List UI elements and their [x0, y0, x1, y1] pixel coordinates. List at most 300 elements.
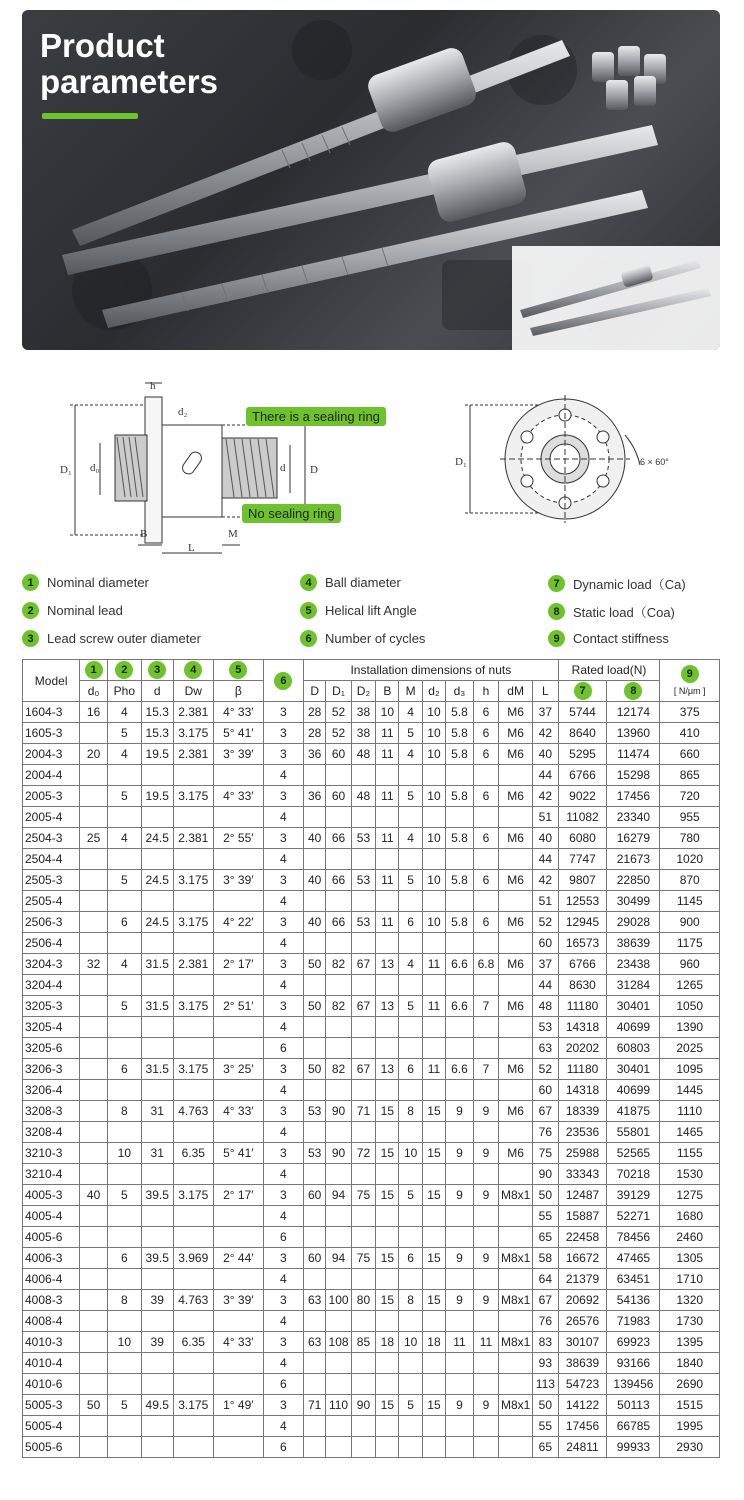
table-cell: 33343: [558, 1164, 607, 1185]
table-cell: 3206-3: [23, 1059, 80, 1080]
table-row: [23, 786, 720, 807]
table-cell: [499, 1437, 533, 1458]
col-num-9: 9: [681, 665, 699, 683]
table-cell: 5005-6: [23, 1437, 80, 1458]
table-row: [23, 1185, 720, 1206]
table-cell: 28: [304, 723, 326, 744]
table-cell: 15: [422, 1143, 445, 1164]
table-cell: 47465: [607, 1248, 660, 1269]
table-cell: 2.381: [173, 702, 213, 723]
table-cell: 72: [351, 1143, 375, 1164]
table-cell: 9: [473, 1101, 498, 1122]
table-cell: [213, 1353, 263, 1374]
table-cell: 38639: [607, 933, 660, 954]
table-cell: 36: [304, 744, 326, 765]
table-cell: [473, 1164, 498, 1185]
table-cell: [422, 765, 445, 786]
table-cell: 60: [326, 744, 351, 765]
table-cell: 29028: [607, 912, 660, 933]
table-cell: 8: [107, 1101, 141, 1122]
subheader: M: [399, 681, 422, 702]
table-cell: 2° 44′: [213, 1248, 263, 1269]
table-cell: 90: [326, 1143, 351, 1164]
legend-item-1: [22, 574, 149, 591]
table-cell: 1605-3: [23, 723, 80, 744]
svg-text:d₂: d₂: [178, 406, 188, 418]
table-cell: 3.969: [173, 1248, 213, 1269]
table-cell: 2° 17′: [213, 1185, 263, 1206]
table-cell: [422, 1311, 445, 1332]
table-cell: 14122: [558, 1395, 607, 1416]
table-cell: 66: [326, 912, 351, 933]
table-cell: [446, 765, 474, 786]
table-cell: 82: [326, 996, 351, 1017]
table-cell: 11: [473, 1332, 498, 1353]
table-cell: 3: [263, 1395, 303, 1416]
table-cell: 8: [399, 1290, 422, 1311]
table-cell: 52: [326, 723, 351, 744]
table-cell: [351, 1311, 375, 1332]
table-row: [23, 1059, 720, 1080]
table-cell: 24.5: [141, 870, 173, 891]
table-row: [23, 1416, 720, 1437]
table-cell: 28: [304, 702, 326, 723]
subheader: D₁: [326, 681, 351, 702]
table-cell: 1604-3: [23, 702, 80, 723]
table-row: [23, 1332, 720, 1353]
table-cell: [80, 1038, 108, 1059]
table-cell: 5° 41′: [213, 723, 263, 744]
product-banner: [22, 10, 720, 350]
subheader: B: [376, 681, 399, 702]
table-cell: [422, 807, 445, 828]
table-cell: [107, 807, 141, 828]
table-cell: [173, 1017, 213, 1038]
table-cell: [473, 891, 498, 912]
table-cell: 7747: [558, 849, 607, 870]
table-cell: 15: [376, 1248, 399, 1269]
table-cell: 48: [351, 744, 375, 765]
table-row: [23, 1143, 720, 1164]
table-cell: 30499: [607, 891, 660, 912]
table-cell: 63: [304, 1290, 326, 1311]
table-cell: 3210-4: [23, 1164, 80, 1185]
table-cell: 5005-4: [23, 1416, 80, 1437]
table-cell: [326, 1353, 351, 1374]
table-cell: [473, 1038, 498, 1059]
table-cell: 80: [351, 1290, 375, 1311]
table-cell: 2005-4: [23, 807, 80, 828]
table-cell: [473, 1374, 498, 1395]
table-cell: [304, 1122, 326, 1143]
table-cell: 11180: [558, 1059, 607, 1080]
table-cell: 10: [399, 1143, 422, 1164]
table-cell: 4: [263, 975, 303, 996]
table-cell: 21379: [558, 1269, 607, 1290]
table-cell: 53: [533, 1017, 559, 1038]
table-cell: [173, 1353, 213, 1374]
table-cell: [351, 1164, 375, 1185]
table-cell: 6766: [558, 765, 607, 786]
table-cell: [446, 933, 474, 954]
table-cell: 38: [351, 723, 375, 744]
table-cell: [173, 975, 213, 996]
table-cell: [499, 1038, 533, 1059]
table-cell: 10: [422, 723, 445, 744]
table-cell: 30107: [558, 1332, 607, 1353]
table-cell: 3204-3: [23, 954, 80, 975]
legend-label: Lead screw outer diameter: [47, 631, 201, 646]
table-row: [23, 1227, 720, 1248]
table-cell: [304, 891, 326, 912]
table-cell: [351, 1038, 375, 1059]
table-cell: 2506-4: [23, 933, 80, 954]
table-row: [23, 828, 720, 849]
table-cell: 1515: [660, 1395, 720, 1416]
table-cell: [499, 1206, 533, 1227]
table-cell: 66: [326, 870, 351, 891]
table-cell: [399, 807, 422, 828]
table-row: [23, 1101, 720, 1122]
table-cell: 36: [304, 786, 326, 807]
subheader: h: [473, 681, 498, 702]
table-cell: [351, 1374, 375, 1395]
table-cell: [141, 807, 173, 828]
table-cell: 660: [660, 744, 720, 765]
table-cell: [351, 765, 375, 786]
col-num-1: 1: [85, 661, 103, 679]
table-cell: 3.175: [173, 786, 213, 807]
table-cell: [499, 1122, 533, 1143]
legend-number: 2: [22, 602, 39, 619]
table-cell: [376, 765, 399, 786]
table-cell: 1050: [660, 996, 720, 1017]
table-cell: 39129: [607, 1185, 660, 1206]
legend-label: Contact stiffness: [573, 631, 669, 646]
table-cell: 5.8: [446, 723, 474, 744]
table-cell: 3° 39′: [213, 744, 263, 765]
table-cell: 52: [326, 702, 351, 723]
table-cell: 780: [660, 828, 720, 849]
table-cell: 1275: [660, 1185, 720, 1206]
table-cell: [304, 1353, 326, 1374]
table-cell: 4: [399, 744, 422, 765]
table-cell: 75: [533, 1143, 559, 1164]
table-cell: 4: [107, 954, 141, 975]
install-dims-header: Installation dimensions of nuts: [304, 660, 559, 681]
svg-text:h: h: [150, 380, 156, 392]
table-cell: [499, 1311, 533, 1332]
table-cell: [304, 1038, 326, 1059]
table-cell: 11: [376, 912, 399, 933]
table-cell: 3: [263, 1059, 303, 1080]
table-cell: 19.5: [141, 744, 173, 765]
table-cell: [326, 1017, 351, 1038]
table-cell: [399, 1374, 422, 1395]
table-cell: 25: [80, 828, 108, 849]
table-cell: 6.35: [173, 1332, 213, 1353]
table-cell: 5.8: [446, 786, 474, 807]
table-cell: [80, 807, 108, 828]
table-cell: 25988: [558, 1143, 607, 1164]
table-cell: [304, 1206, 326, 1227]
table-cell: [446, 975, 474, 996]
table-cell: 2005-3: [23, 786, 80, 807]
table-row: [23, 1311, 720, 1332]
table-cell: 3.175: [173, 1185, 213, 1206]
table-cell: 1305: [660, 1248, 720, 1269]
table-cell: [376, 1311, 399, 1332]
table-cell: 24.5: [141, 828, 173, 849]
table-cell: 865: [660, 765, 720, 786]
table-cell: 55801: [607, 1122, 660, 1143]
table-cell: 1840: [660, 1353, 720, 1374]
table-cell: 1175: [660, 933, 720, 954]
table-cell: [80, 1269, 108, 1290]
table-cell: 7: [473, 1059, 498, 1080]
table-cell: 90: [533, 1164, 559, 1185]
table-cell: 40699: [607, 1017, 660, 1038]
table-cell: [473, 765, 498, 786]
table-cell: 12174: [607, 702, 660, 723]
table-cell: M6: [499, 870, 533, 891]
table-cell: [213, 1206, 263, 1227]
table-cell: [399, 765, 422, 786]
table-cell: 18: [422, 1332, 445, 1353]
legend-item-7: [548, 574, 686, 593]
table-cell: [173, 1227, 213, 1248]
table-cell: 5: [399, 996, 422, 1017]
table-cell: [80, 1227, 108, 1248]
table-cell: 15.3: [141, 723, 173, 744]
table-cell: [499, 975, 533, 996]
table-cell: [80, 1437, 108, 1458]
table-cell: [499, 1416, 533, 1437]
table-cell: 60: [304, 1248, 326, 1269]
table-cell: [326, 1164, 351, 1185]
table-cell: [376, 1269, 399, 1290]
table-cell: 39: [141, 1332, 173, 1353]
table-cell: [173, 1416, 213, 1437]
table-cell: 108: [326, 1332, 351, 1353]
table-cell: 6: [399, 912, 422, 933]
table-cell: [304, 1437, 326, 1458]
table-cell: [376, 849, 399, 870]
table-cell: 11: [376, 828, 399, 849]
legend-number: 7: [548, 575, 565, 592]
table-cell: 1095: [660, 1059, 720, 1080]
table-cell: [446, 1038, 474, 1059]
table-cell: [80, 1416, 108, 1437]
table-cell: [422, 1164, 445, 1185]
banner-title: Product parameters: [40, 27, 218, 100]
table-cell: M6: [499, 723, 533, 744]
table-cell: [107, 933, 141, 954]
table-cell: 37: [533, 702, 559, 723]
table-cell: [446, 1311, 474, 1332]
table-cell: 3.175: [173, 912, 213, 933]
table-cell: 23536: [558, 1122, 607, 1143]
table-cell: [399, 975, 422, 996]
table-cell: [376, 1353, 399, 1374]
table-cell: [326, 1374, 351, 1395]
table-cell: 6: [473, 870, 498, 891]
table-cell: 2.381: [173, 954, 213, 975]
table-cell: 3206-4: [23, 1080, 80, 1101]
table-cell: [499, 1374, 533, 1395]
table-row: [23, 849, 720, 870]
table-cell: [304, 1416, 326, 1437]
table-cell: 5: [399, 870, 422, 891]
callout-sealing-ring: There is a sealing ring: [246, 407, 386, 426]
table-cell: 3: [263, 954, 303, 975]
legend-item-4: [300, 574, 401, 591]
table-cell: 4008-4: [23, 1311, 80, 1332]
table-cell: 18339: [558, 1101, 607, 1122]
table-cell: M8x1: [499, 1395, 533, 1416]
table-cell: [213, 765, 263, 786]
table-cell: [80, 1311, 108, 1332]
table-cell: 1265: [660, 975, 720, 996]
table-cell: [107, 1311, 141, 1332]
table-cell: 55: [533, 1206, 559, 1227]
table-cell: 42: [533, 786, 559, 807]
table-cell: 10: [107, 1332, 141, 1353]
table-cell: [446, 1353, 474, 1374]
table-cell: [141, 1416, 173, 1437]
table-cell: [399, 933, 422, 954]
table-cell: 2505-4: [23, 891, 80, 912]
table-cell: 3: [263, 996, 303, 1017]
table-cell: 4: [263, 1311, 303, 1332]
table-cell: [351, 1206, 375, 1227]
legend-label: Nominal lead: [47, 603, 123, 618]
table-cell: 82: [326, 954, 351, 975]
table-cell: 3: [263, 744, 303, 765]
table-cell: 4: [107, 702, 141, 723]
table-cell: 15298: [607, 765, 660, 786]
table-cell: [213, 1017, 263, 1038]
col-num-2: 2: [115, 661, 133, 679]
table-cell: [173, 933, 213, 954]
table-cell: [399, 891, 422, 912]
table-cell: 23340: [607, 807, 660, 828]
table-cell: 50: [304, 996, 326, 1017]
table-cell: 37: [533, 954, 559, 975]
table-cell: [80, 1332, 108, 1353]
table-cell: [173, 1206, 213, 1227]
table-cell: [376, 1227, 399, 1248]
table-cell: 16573: [558, 933, 607, 954]
table-cell: 44: [533, 765, 559, 786]
table-cell: [304, 1374, 326, 1395]
table-cell: [376, 1122, 399, 1143]
table-cell: 11: [422, 954, 445, 975]
table-cell: [173, 1311, 213, 1332]
table-cell: 17456: [558, 1416, 607, 1437]
table-cell: [399, 1080, 422, 1101]
table-cell: [107, 1164, 141, 1185]
col-num-4: 4: [184, 661, 202, 679]
table-cell: 60803: [607, 1038, 660, 1059]
table-cell: 15: [376, 1143, 399, 1164]
table-cell: 93166: [607, 1353, 660, 1374]
table-cell: 20202: [558, 1038, 607, 1059]
table-cell: 54136: [607, 1290, 660, 1311]
table-cell: 3.175: [173, 723, 213, 744]
table-cell: 8: [107, 1290, 141, 1311]
table-cell: 52271: [607, 1206, 660, 1227]
table-cell: 3: [263, 1143, 303, 1164]
table-cell: 22850: [607, 870, 660, 891]
table-cell: [107, 1206, 141, 1227]
table-cell: 6: [263, 1038, 303, 1059]
table-cell: [326, 891, 351, 912]
table-cell: 5005-3: [23, 1395, 80, 1416]
table-cell: 40: [533, 744, 559, 765]
table-cell: 4006-3: [23, 1248, 80, 1269]
table-cell: [304, 1080, 326, 1101]
table-cell: [376, 1437, 399, 1458]
table-cell: 5.8: [446, 828, 474, 849]
table-cell: 15: [376, 1290, 399, 1311]
table-cell: [107, 1080, 141, 1101]
table-cell: 900: [660, 912, 720, 933]
table-cell: [351, 1353, 375, 1374]
table-cell: 10: [422, 786, 445, 807]
table-cell: 3: [263, 702, 303, 723]
table-cell: [351, 1122, 375, 1143]
table-cell: 51: [533, 807, 559, 828]
table-cell: 16672: [558, 1248, 607, 1269]
table-cell: 1320: [660, 1290, 720, 1311]
table-cell: [422, 1353, 445, 1374]
subheader: β: [213, 681, 263, 702]
table-cell: 64: [533, 1269, 559, 1290]
table-cell: [80, 891, 108, 912]
table-cell: 2025: [660, 1038, 720, 1059]
table-cell: [446, 1416, 474, 1437]
table-cell: 139456: [607, 1374, 660, 1395]
table-cell: 6: [107, 1059, 141, 1080]
table-cell: [422, 1080, 445, 1101]
table-cell: [80, 912, 108, 933]
table-cell: [213, 849, 263, 870]
col-num-6: 6: [274, 672, 292, 690]
svg-text:d₀: d₀: [90, 462, 100, 474]
stiffness-unit: [ N/μm ]: [673, 685, 706, 696]
table-cell: 2504-4: [23, 849, 80, 870]
table-cell: [473, 933, 498, 954]
table-cell: 94: [326, 1248, 351, 1269]
table-cell: 870: [660, 870, 720, 891]
table-cell: 4: [263, 1416, 303, 1437]
table-cell: [376, 1017, 399, 1038]
table-cell: 60: [304, 1185, 326, 1206]
table-cell: 13: [376, 1059, 399, 1080]
table-row: [23, 1080, 720, 1101]
table-cell: 15: [376, 1395, 399, 1416]
table-cell: 90: [326, 1101, 351, 1122]
table-cell: [422, 1437, 445, 1458]
table-cell: [173, 1437, 213, 1458]
table-cell: 9022: [558, 786, 607, 807]
table-cell: 11: [376, 723, 399, 744]
table-cell: [499, 891, 533, 912]
table-cell: M8x1: [499, 1290, 533, 1311]
table-cell: [80, 765, 108, 786]
table-cell: 5.8: [446, 744, 474, 765]
